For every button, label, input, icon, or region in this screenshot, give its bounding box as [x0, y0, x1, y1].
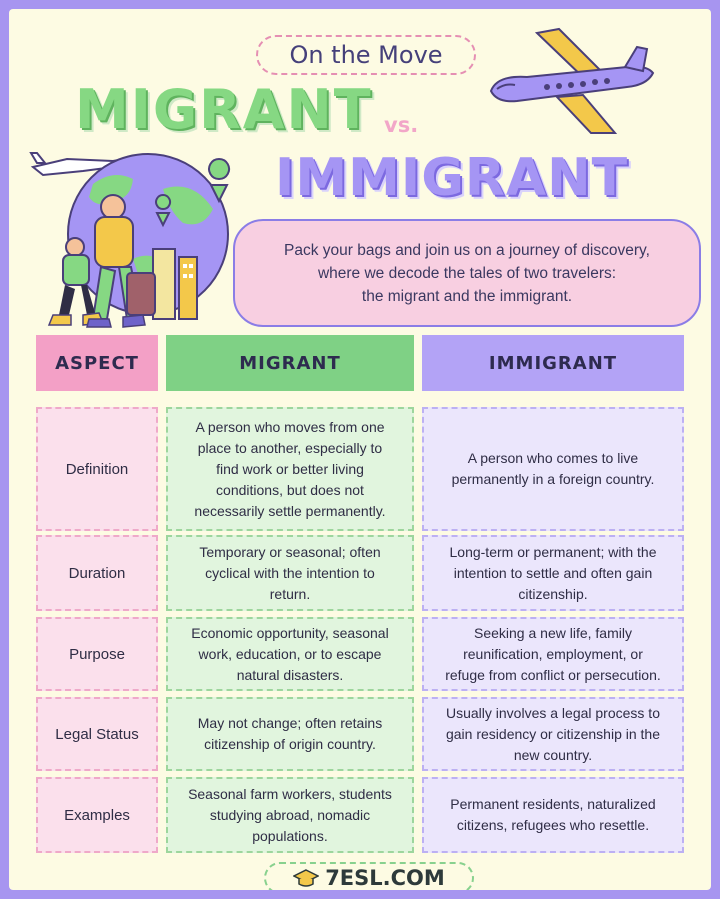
immigrant-cell-text [446, 703, 660, 766]
aspect-label: Definition [65, 460, 129, 478]
cell-line: gain residency or citizenship in the [445, 725, 660, 742]
header-aspect: ASPECT [36, 335, 158, 391]
aspect-label: Duration [68, 564, 126, 582]
cell-line: citizenship. [518, 585, 588, 602]
cell-line: return. [269, 585, 311, 602]
cell-line: citizenship of origin country. [204, 736, 376, 752]
cell-line: Economic opportunity, seasonal [191, 624, 389, 641]
title-immigrant: IMMIGRANT [275, 148, 629, 208]
aspect-cell [36, 535, 158, 611]
migrant-cell-text [191, 623, 388, 686]
migrant-cell-text [194, 417, 385, 522]
aspect-cell [36, 617, 158, 691]
cell-line: studying abroad, nomadic [209, 806, 371, 823]
cell-line: find work or better living [216, 460, 364, 477]
cell-line: Seasonal farm workers, students [188, 785, 392, 802]
immigrant-cell-text [445, 623, 661, 686]
intro-line: Pack your bags and join us on a journey of discovery, [284, 241, 650, 259]
cell-line: necessarily settle permanently. [194, 502, 386, 519]
cell-line: intention to settle and often gain [453, 564, 653, 581]
cell-line: work, education, or to escape [198, 645, 382, 662]
cell-line: conditions, but does not [216, 481, 364, 498]
cell-line: populations. [252, 827, 328, 844]
cell-line: refuge from conflict or persecution. [445, 666, 661, 683]
cell-line: citizens, refugees who resettle. [456, 817, 650, 833]
intro-line: where we decode the tales of two travelers: [317, 264, 617, 282]
airplane-illustration [487, 15, 657, 135]
cell-line: permanently in a foreign country. [451, 471, 655, 487]
cell-line: new country. [513, 746, 593, 763]
cell-line: Usually involves a legal process to [445, 704, 660, 721]
cell-line: A person who comes to live [467, 450, 639, 466]
migrant-cell-text [198, 713, 382, 755]
migrant-cell [166, 697, 414, 771]
intro-line: the migrant and the immigrant. [361, 287, 573, 305]
intro-box [233, 219, 701, 327]
aspect-cell [36, 777, 158, 853]
immigrant-cell-text [452, 448, 655, 490]
aspect-cell [36, 407, 158, 531]
graduation-cap-icon [293, 868, 319, 888]
logo-text: 7ESL.COM [325, 866, 445, 890]
cell-line: May not change; often retains [197, 715, 383, 731]
migrant-cell-text [188, 784, 392, 847]
cell-line: natural disasters. [236, 666, 344, 683]
cell-line: A person who moves from one [195, 418, 385, 435]
cell-line: Seeking a new life, family [474, 624, 632, 641]
aspect-label: Legal Status [55, 725, 139, 743]
cell-line: Long-term or permanent; with the [449, 543, 657, 560]
topic-badge: On the Move [256, 35, 476, 75]
migrant-cell [166, 535, 414, 611]
immigrant-cell [422, 697, 684, 771]
header-immigrant: IMMIGRANT [422, 335, 684, 391]
cell-line: place to another, especially to [197, 439, 383, 456]
cell-line: Temporary or seasonal; often [199, 543, 381, 560]
header-migrant: MIGRANT [166, 335, 414, 391]
migrant-cell [166, 777, 414, 853]
immigrant-cell [422, 777, 684, 853]
aspect-label: Purpose [69, 645, 125, 663]
title-vs: vs. [384, 113, 419, 137]
immigrant-cell [422, 407, 684, 531]
migrant-cell [166, 407, 414, 531]
immigrant-cell-text [450, 542, 657, 605]
immigrant-cell-text [450, 794, 655, 836]
title-migrant: MIGRANT [75, 78, 373, 141]
site-logo [264, 862, 474, 890]
cell-line: Permanent residents, naturalized [450, 796, 656, 812]
cell-line: reunification, employment, or [463, 645, 643, 662]
immigrant-cell [422, 535, 684, 611]
immigrant-cell [422, 617, 684, 691]
travelers-globe-illustration [23, 139, 233, 339]
cell-line: cyclical with the intention to [205, 564, 375, 581]
aspect-label: Examples [64, 806, 130, 824]
migrant-cell-text [199, 542, 380, 605]
infographic-sheet [9, 9, 711, 890]
migrant-cell [166, 617, 414, 691]
aspect-cell [36, 697, 158, 771]
